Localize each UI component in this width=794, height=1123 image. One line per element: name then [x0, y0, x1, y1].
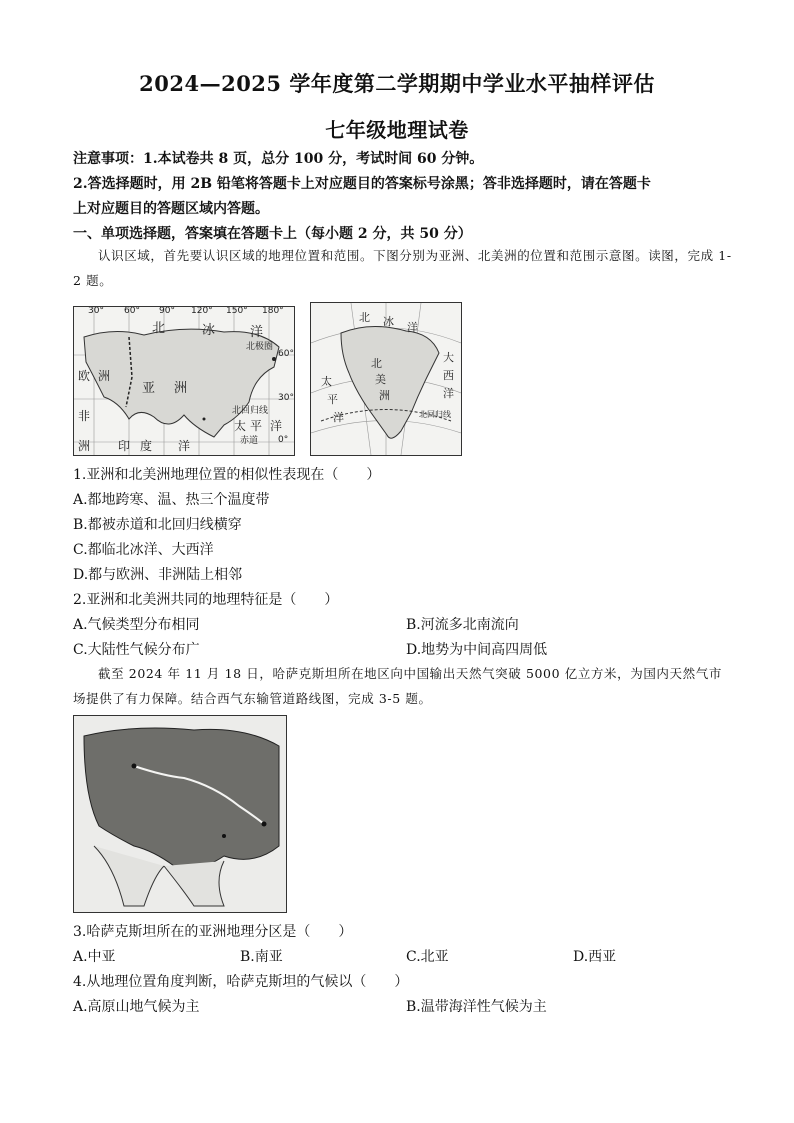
asia-map-label: 60°	[278, 349, 294, 359]
pipeline-map-graphic	[74, 716, 286, 912]
asia-map-label: 度	[140, 439, 153, 453]
question-4-stem: 4.从地理位置角度判断，哈萨克斯坦的气候以（ ）	[73, 974, 409, 990]
asia-map-label: 0°	[278, 435, 289, 445]
asia-location-map	[73, 306, 295, 456]
q2-option-a: A.气候类型分布相同	[73, 617, 200, 633]
asia-map-label: 太	[234, 419, 247, 433]
gas-pipeline-map	[73, 715, 287, 913]
q3-option-d: D.西亚	[573, 949, 617, 965]
q4-option-a: A.高原山地气候为主	[73, 999, 200, 1015]
q4-option-b: B.温带海洋性气候为主	[406, 999, 547, 1015]
na-map-label: 美	[375, 373, 386, 386]
na-map-label: 北回归线	[419, 410, 451, 419]
na-map-label: 洋	[407, 321, 418, 334]
q3-option-c: C.北亚	[406, 949, 449, 965]
na-map-label: 洋	[443, 387, 454, 400]
na-map-label: 北	[371, 357, 382, 370]
asia-map-label: 北回归线	[232, 406, 269, 416]
q1-option-c: C.都临北冰洋、大西洋	[73, 542, 214, 558]
na-map-label: 洲	[379, 389, 390, 402]
notes-label: 注意事项：	[73, 151, 143, 167]
asia-map-label: 北	[152, 321, 166, 336]
asia-map-label: 180°	[262, 306, 284, 316]
asia-map-label: 平	[250, 419, 263, 433]
q2-option-d: D.地势为中间高四周低	[406, 642, 548, 658]
asia-map-label: 洲	[98, 369, 111, 383]
asia-map-label: 洋	[270, 419, 283, 433]
asia-map-label: 洋	[178, 439, 191, 453]
q2-option-b: B.河流多北南流向	[406, 617, 519, 633]
asia-map-label: 150°	[226, 306, 248, 316]
question-3-stem: 3.哈萨克斯坦所在的亚洲地理分区是（ ）	[73, 924, 353, 940]
question-2-stem: 2.亚洲和北美洲共同的地理特征是（ ）	[73, 592, 339, 608]
na-map-label: 平	[327, 393, 338, 406]
na-map-label: 冰	[383, 315, 394, 328]
intro-paragraph-1: 认识区域，首先要认识区域的地理位置和范围。下图分别为亚洲、北美洲的位置和范围示意图。读图，完成 1-2 题。	[73, 248, 732, 288]
asia-map-label: 北极圈	[246, 342, 274, 352]
notes-line-1-text: 1.本试卷共 8 页，总分 100 分，考试时间 60 分钟。	[143, 151, 484, 167]
asia-map-label: 洲	[78, 439, 91, 453]
asia-map-label: 90°	[159, 306, 175, 316]
na-map-label: 西	[443, 369, 454, 382]
asia-map-label: 30°	[88, 306, 104, 316]
na-map-label: 洋	[333, 411, 344, 424]
asia-map-label: 赤道	[240, 436, 259, 446]
intro-paragraph-2: 截至 2024 年 11 月 18 日，哈萨克斯坦所在地区向中国输出天然气突破 5000 亿立方米，为国内天然气市场提供了有力保障。结合西气东输管道路线图，完成 3-5 题。	[73, 666, 722, 706]
asia-map-label: 印	[118, 439, 131, 453]
notes-line-1	[73, 148, 483, 168]
na-map-label: 大	[443, 351, 454, 364]
q1-option-d: D.都与欧洲、非洲陆上相邻	[73, 567, 243, 583]
na-map-label: 北	[359, 311, 370, 324]
asia-map-label: 60°	[124, 306, 140, 316]
asia-map-label: 洋	[250, 325, 264, 340]
asia-map-label: 30°	[278, 393, 294, 403]
asia-map-label: 亚	[142, 381, 156, 396]
q2-option-c: C.大陆性气候分布广	[73, 642, 200, 658]
notes-line-2: 2.答选择题时，用 2B 铅笔将答题卡上对应题目的答案标号涂黑；答非选择题时，请在答题卡	[73, 176, 651, 192]
asia-map-label: 非	[78, 409, 91, 423]
north-america-location-map	[310, 302, 462, 456]
q3-option-b: B.南亚	[240, 949, 283, 965]
asia-map-label: 120°	[191, 306, 213, 316]
section-heading: 一、单项选择题，答案填在答题卡上（每小题 2 分，共 50 分）	[73, 226, 472, 242]
na-map-label: 太	[321, 375, 332, 388]
exam-title: 2024—2025 学年度第二学期期中学业水平抽样评估	[139, 71, 655, 96]
asia-map-label: 欧	[78, 369, 91, 383]
q1-option-a: A.都地跨寒、温、热三个温度带	[73, 492, 270, 508]
asia-map-label: 冰	[202, 323, 216, 338]
q3-option-a: A.中亚	[73, 949, 116, 965]
question-1-stem: 1.亚洲和北美洲地理位置的相似性表现在（ ）	[73, 467, 381, 483]
q1-option-b: B.都被赤道和北回归线横穿	[73, 517, 242, 533]
asia-map-label: 洲	[174, 381, 188, 396]
notes-line-3: 上对应题目的答题区域内答题。	[73, 201, 269, 217]
exam-subtitle: 七年级地理试卷	[325, 118, 469, 142]
